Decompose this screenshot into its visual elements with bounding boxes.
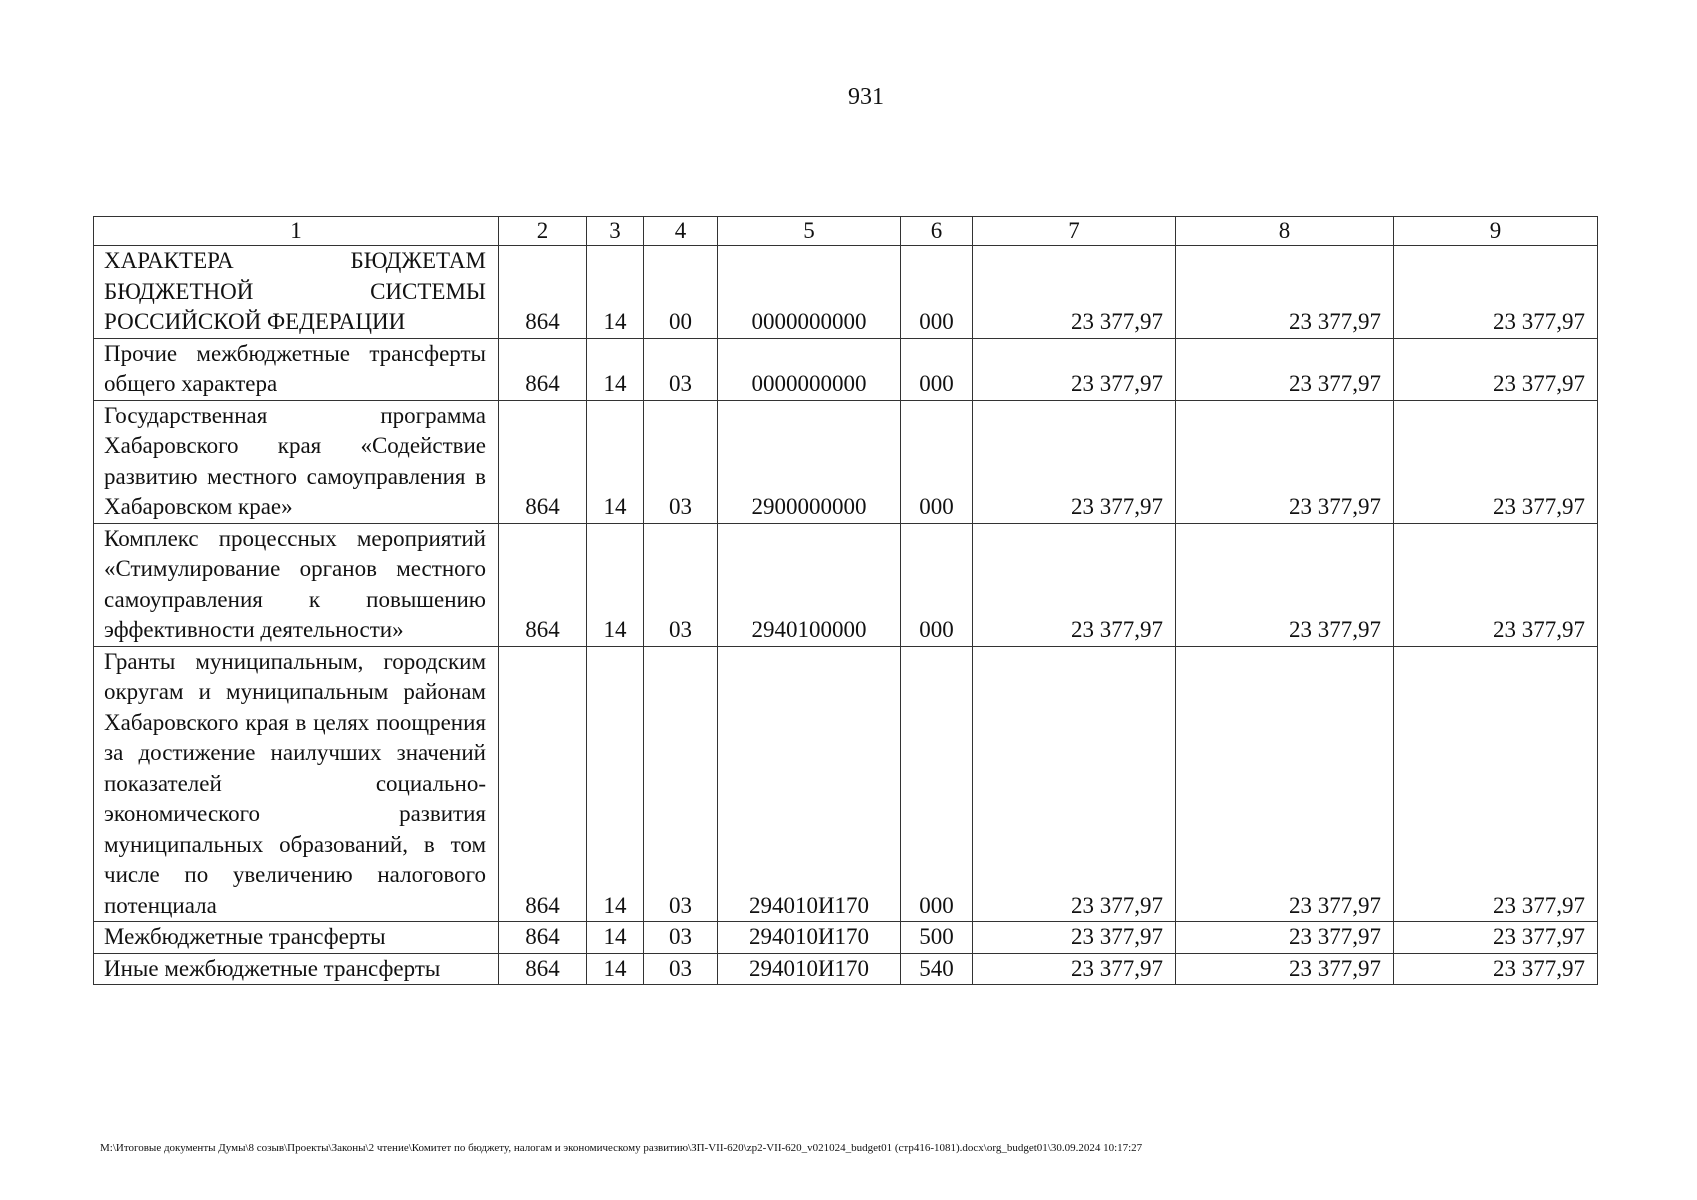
- amount-cell: 23 377,97: [973, 338, 1176, 400]
- amount-cell: 23 377,97: [973, 646, 1176, 922]
- table-row: [94, 246, 1598, 339]
- admin-code-cell: 864: [499, 338, 587, 400]
- target-article-cell: 0000000000: [718, 338, 901, 400]
- section-cell: 14: [587, 922, 644, 954]
- header-cell: 9: [1394, 217, 1598, 246]
- item-name-cell: Комплекс процессных мероприятий «Стимулирование органов местного самоуправления к повышению эффективности деятельности»: [94, 523, 499, 646]
- item-name-cell: Межбюджетные трансферты: [94, 922, 499, 954]
- subsection-cell: 03: [644, 922, 718, 954]
- table-row: [94, 646, 1598, 922]
- section-cell: 14: [587, 523, 644, 646]
- expense-type-cell: 500: [901, 922, 973, 954]
- expense-type-cell: 540: [901, 953, 973, 985]
- item-name-cell: Прочие межбюджетные трансферты общего характера: [94, 338, 499, 400]
- item-name-cell: Гранты муниципальным, городским округам и муниципальным районам Хабаровского края в целях поощрения за достижение наилучших значений показателей социально-экономического развития муниципальных образований, в том числе по увеличению налогового потенциала: [94, 646, 499, 922]
- amount-cell: 23 377,97: [1394, 646, 1598, 922]
- amount-cell: 23 377,97: [1176, 953, 1394, 985]
- amount-cell: 23 377,97: [973, 922, 1176, 954]
- amount-cell: 23 377,97: [1176, 400, 1394, 523]
- section-cell: 14: [587, 246, 644, 339]
- target-article-cell: 2940100000: [718, 523, 901, 646]
- expense-type-cell: 000: [901, 246, 973, 339]
- item-name-cell: Иные межбюджетные трансферты: [94, 953, 499, 985]
- amount-cell: 23 377,97: [1394, 400, 1598, 523]
- amount-cell: 23 377,97: [1176, 523, 1394, 646]
- admin-code-cell: 864: [499, 953, 587, 985]
- header-cell: 4: [644, 217, 718, 246]
- table-row: [94, 922, 1598, 954]
- section-cell: 14: [587, 646, 644, 922]
- document-path-footer: M:\Итоговые документы Думы\8 созыв\Проекты\Законы\2 чтение\Комитет по бюджету, налогам и экономическому развитию\ЗП-VII-620\zp2-VII-620_v021024_budget01 (стр416-1081).docx\org_budget01\30.09.2024 10:17:27: [100, 1142, 1143, 1154]
- header-cell: 3: [587, 217, 644, 246]
- amount-cell: 23 377,97: [1394, 246, 1598, 339]
- amount-cell: 23 377,97: [1394, 523, 1598, 646]
- admin-code-cell: 864: [499, 523, 587, 646]
- subsection-cell: 03: [644, 338, 718, 400]
- target-article-cell: 294010И170: [718, 646, 901, 922]
- admin-code-cell: 864: [499, 246, 587, 339]
- header-cell: 8: [1176, 217, 1394, 246]
- amount-cell: 23 377,97: [973, 523, 1176, 646]
- target-article-cell: 0000000000: [718, 246, 901, 339]
- admin-code-cell: 864: [499, 646, 587, 922]
- item-name-cell: ХАРАКТЕРА БЮДЖЕТАМ БЮДЖЕТНОЙ СИСТЕМЫ РОССИЙСКОЙ ФЕДЕРАЦИИ: [94, 246, 499, 339]
- amount-cell: 23 377,97: [1176, 646, 1394, 922]
- table-row: [94, 400, 1598, 523]
- subsection-cell: 03: [644, 400, 718, 523]
- table-row: [94, 523, 1598, 646]
- table-header-row: [94, 217, 1598, 246]
- subsection-cell: 03: [644, 646, 718, 922]
- section-cell: 14: [587, 400, 644, 523]
- target-article-cell: 294010И170: [718, 953, 901, 985]
- amount-cell: 23 377,97: [1394, 922, 1598, 954]
- table-row: [94, 953, 1598, 985]
- section-cell: 14: [587, 338, 644, 400]
- expense-type-cell: 000: [901, 338, 973, 400]
- subsection-cell: 03: [644, 953, 718, 985]
- amount-cell: 23 377,97: [1176, 338, 1394, 400]
- amount-cell: 23 377,97: [973, 400, 1176, 523]
- subsection-cell: 00: [644, 246, 718, 339]
- header-cell: 1: [94, 217, 499, 246]
- target-article-cell: 294010И170: [718, 922, 901, 954]
- header-cell: 5: [718, 217, 901, 246]
- header-cell: 2: [499, 217, 587, 246]
- header-cell: 6: [901, 217, 973, 246]
- table-row: [94, 338, 1598, 400]
- amount-cell: 23 377,97: [1176, 922, 1394, 954]
- item-name-cell: Государственная программа Хабаровского края «Содействие развитию местного самоуправления в Хабаровском крае»: [94, 400, 499, 523]
- admin-code-cell: 864: [499, 400, 587, 523]
- target-article-cell: 2900000000: [718, 400, 901, 523]
- header-cell: 7: [973, 217, 1176, 246]
- amount-cell: 23 377,97: [1394, 338, 1598, 400]
- page-number: 931: [848, 84, 884, 110]
- subsection-cell: 03: [644, 523, 718, 646]
- section-cell: 14: [587, 953, 644, 985]
- admin-code-cell: 864: [499, 922, 587, 954]
- budget-table: [93, 216, 1598, 985]
- expense-type-cell: 000: [901, 523, 973, 646]
- amount-cell: 23 377,97: [1176, 246, 1394, 339]
- expense-type-cell: 000: [901, 400, 973, 523]
- amount-cell: 23 377,97: [973, 953, 1176, 985]
- amount-cell: 23 377,97: [973, 246, 1176, 339]
- amount-cell: 23 377,97: [1394, 953, 1598, 985]
- expense-type-cell: 000: [901, 646, 973, 922]
